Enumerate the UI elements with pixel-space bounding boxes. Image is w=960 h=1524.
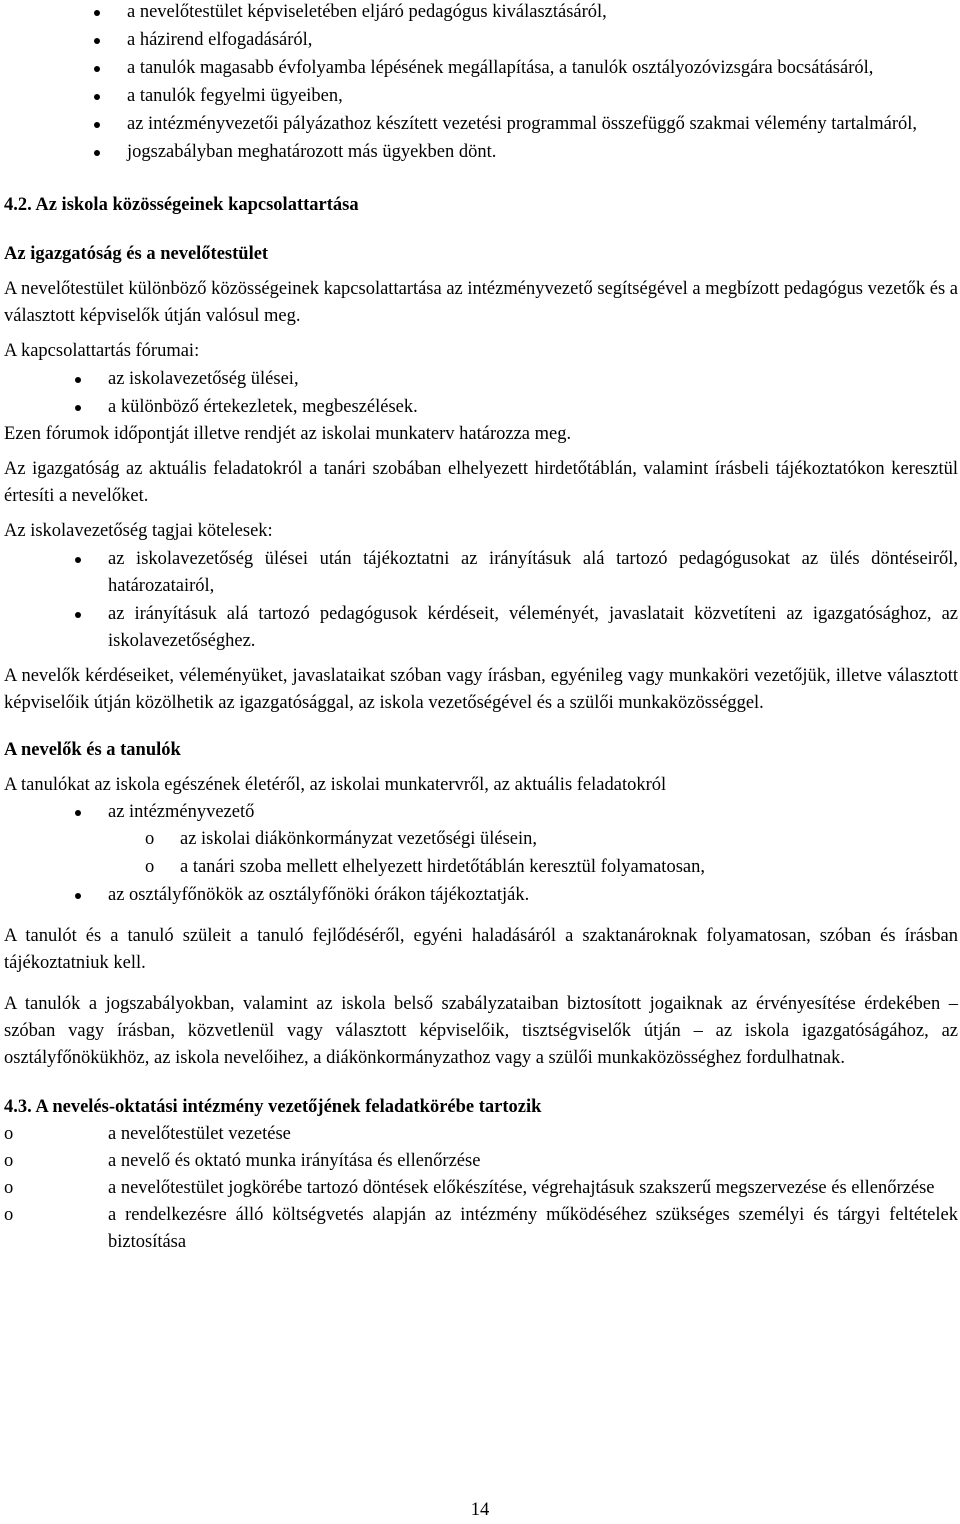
students-intro: A tanulókat az iskola egészének életéről, az iskolai munkatervről, az aktuális feladatokról <box>4 775 667 795</box>
list-item: az osztályfőnökök az osztályfőnöki órákon tájékoztatják. <box>4 882 958 909</box>
page-number: 14 <box>470 1500 490 1520</box>
forums-note: Ezen fórumok időpontját illetve rendjét az iskolai munkaterv határozza meg. <box>4 424 572 444</box>
subheading-management-staff: Az igazgatóság és a nevelőtestület <box>4 244 269 264</box>
list-item: a tanulók magasabb évfolyamba lépésének megállapítása, a tanulók osztályozóvizsgára bocsátásáról, <box>4 55 958 82</box>
list-item: az intézményvezetői pályázathoz készített vezetési programmal összefüggő szakmai vélemény tartalmáról, <box>4 111 958 138</box>
list-item: az iskolavezetőség ülései után tájékoztatni az irányításuk alá tartozó pedagógusokat az ülés döntéseiről, határozatairól, <box>4 546 958 600</box>
list-item: o a nevelőtestület vezetése <box>4 1121 958 1148</box>
list-item: o a tanári szoba mellett elhelyezett hirdetőtáblán keresztül folyamatosan, <box>4 854 958 881</box>
paragraph: A tanulók a jogszabályokban, valamint az iskola belső szabályzataiban biztosított jogaiknak az érvényesítése érdekében – szóban vagy írásban, közvetlenül vagy választott képviselőik, tisztségviselők útján – az iskola igazgatóságához, az osztályfőnökükhöz, az iskola nevelőihez, a diákönkormányzathoz vagy a szülői munkaközösséghez fordulhatnak. <box>4 994 958 1068</box>
paragraph: Az igazgatóság az aktuális feladatokról a tanári szobában elhelyezett hirdetőtáblán, valamint írásbeli tájékoztatókon keresztül értesíti a nevelőket. <box>4 459 958 506</box>
list-item: o a rendelkezésre álló költségvetés alapján az intézmény működéséhez szükséges személyi és tárgyi feltételek biztosítása <box>4 1202 958 1256</box>
forums-bullet-list <box>4 366 958 421</box>
duties-bullet-list <box>4 546 958 655</box>
students-bullet-list <box>4 799 958 826</box>
intro-bullet-list <box>4 0 958 166</box>
paragraph: A nevelők kérdéseiket, véleményüket, javaslataikat szóban vagy írásban, egyénileg vagy munkaköri vezetőjük, illetve választott képviselőik útján közölhetik az igazgatósággal, az iskola vezetőségével és a szülői munkaközösséggel. <box>4 666 958 713</box>
list-item: a nevelőtestület képviseletében eljáró pedagógus kiválasztásáról, <box>4 0 958 26</box>
list-item: o az iskolai diákönkormányzat vezetőségi ülésein, <box>4 826 958 853</box>
paragraph: A tanulót és a tanuló szüleit a tanuló fejlődéséről, egyéni haladásáról a szaktanároknak folyamatosan, szóban és írásban tájékoztatniuk kell. <box>4 926 958 973</box>
duties-intro: Az iskolavezetőség tagjai kötelesek: <box>4 521 273 541</box>
list-item: az irányításuk alá tartozó pedagógusok kérdéseit, véleményét, javaslatait közvetíteni az igazgatósághoz, az iskolavezetőséghez. <box>4 601 958 655</box>
students-sub-list <box>4 826 958 881</box>
list-item: a tanulók fegyelmi ügyeiben, <box>4 83 958 110</box>
list-item: az intézményvezető <box>4 799 958 826</box>
list-item: o a nevelő és oktató munka irányítása és ellenőrzése <box>4 1148 958 1175</box>
forums-intro: A kapcsolattartás fórumai: <box>4 341 200 361</box>
section-heading-4-2: 4.2. Az iskola közösségeinek kapcsolattartása <box>4 195 359 215</box>
list-item: o a nevelőtestület jogkörébe tartozó döntések előkészítése, végrehajtásuk szakszerű megszervezése és ellenőrzése <box>4 1175 958 1202</box>
section-heading-4-3: 4.3. A nevelés-oktatási intézmény vezetőjének feladatkörébe tartozik <box>4 1097 542 1117</box>
list-item: a különböző értekezletek, megbeszélések. <box>4 394 958 421</box>
list-item: a házirend elfogadásáról, <box>4 27 958 54</box>
page-content <box>4 0 958 1256</box>
list-item: az iskolavezetőség ülései, <box>4 366 958 393</box>
subheading-teachers-students: A nevelők és a tanulók <box>4 740 181 760</box>
paragraph: A nevelőtestület különböző közösségeinek kapcsolattartása az intézményvezető segítségével a megbízott pedagógus vezetők és a választott képviselők útján valósul meg. <box>4 279 958 326</box>
duties-o-list <box>4 1121 958 1256</box>
list-item: jogszabályban meghatározott más ügyekben dönt. <box>4 139 958 166</box>
students-bullet-list-2 <box>4 882 958 909</box>
